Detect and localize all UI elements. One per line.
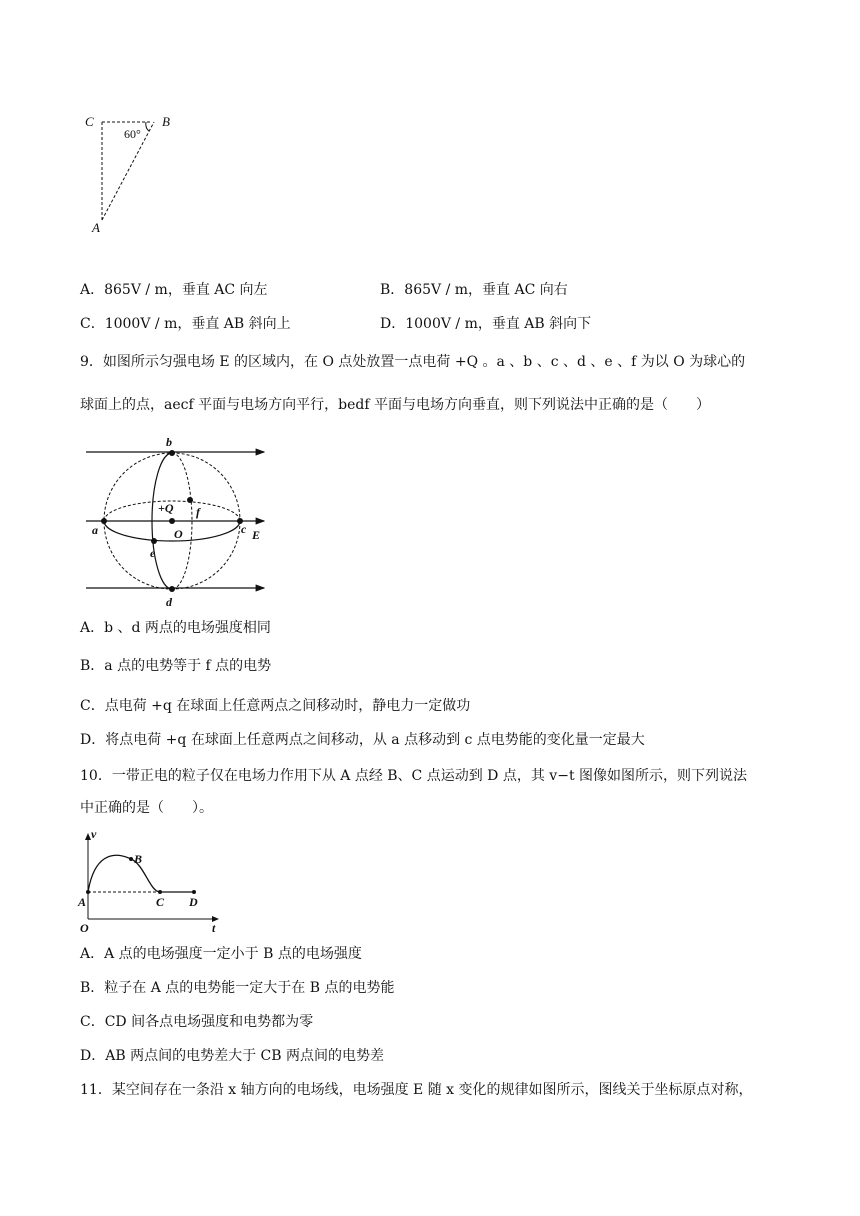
label-f: f [196,505,200,519]
label-angle: 60° [124,127,141,141]
label-a: A [92,220,100,235]
point-a [101,518,107,524]
label-a: a [92,523,98,537]
q9-option-b: B．a 点的电势等于 f 点的电势 [80,658,272,674]
q9-option-d: D．将点电荷 +q 在球面上任意两点之间移动，从 a 点移动到 c 点电势能的变化量一定最大 [80,732,645,748]
q10-option-a: A．A 点的电场强度一定小于 B 点的电场强度 [80,946,362,962]
point-b [129,857,133,861]
label-b: B [162,114,170,129]
q8-option-c: C．1000V / m，垂直 AB 斜向上 [80,316,291,332]
point-c [158,890,162,894]
q10-stem-line1: 10．一带正电的粒子仅在电场力作用下从 A 点经 B、C 点运动到 D 点，其 v−t 图像如图所示，则下列说法 [80,768,748,784]
label-a: A [78,895,87,909]
q9-stem-line2: 球面上的点，aecf 平面与电场方向平行，bedf 平面与电场方向垂直，则下列说法中正确的是（ ） [80,397,710,413]
q10-option-c: C．CD 间各点电场强度和电势都为零 [80,1014,314,1030]
q9-option-c: C．点电荷 +q 在球面上任意两点之间移动时，静电力一定做功 [80,698,471,714]
q9-stem-line1: 9．如图所示匀强电场 E 的区域内，在 O 点处放置一点电荷 +Q 。a 、b 、c 、d 、e 、f 为以 O 为球心的 [80,354,746,370]
label-e: e [150,546,156,560]
q8-option-b: B．865V / m，垂直 AC 向右 [380,282,568,298]
label-o: O [80,921,89,935]
q10-option-d: D．AB 两点间的电势差大于 CB 两点间的电势差 [80,1048,384,1064]
label-c: c [241,522,247,536]
label-d: D [189,895,198,909]
q10-vt-graph [76,828,226,936]
q8-option-a: A．865V / m，垂直 AC 向左 [80,282,268,298]
label-v: v [91,828,97,841]
label-q: +Q [158,501,174,515]
label-b: b [166,436,172,449]
label-t: t [212,921,216,935]
q8-option-d: D．1000V / m，垂直 AB 斜向下 [380,316,592,332]
point-f [187,497,193,503]
label-e-field: E [252,528,261,542]
label-c: C [85,114,94,129]
q8-triangle-figure [80,108,190,238]
q9-option-a: A．b 、d 两点的电场强度相同 [80,620,271,636]
q10-stem-line2: 中正确的是（ ）。 [80,800,213,816]
angle-arc [146,122,149,131]
point-e [151,538,157,544]
label-d: d [166,595,172,609]
point-d [192,890,196,894]
q10-option-b: B．粒子在 A 点的电势能一定大于在 B 点的电势能 [80,980,395,996]
q11-stem-line1: 11．某空间存在一条沿 x 轴方向的电场线，电场强度 E 随 x 变化的规律如图所示，图线关于坐标原点对称， [80,1082,753,1098]
point-d [169,586,175,592]
label-c: C [156,895,165,909]
q9-sphere-figure [80,436,280,614]
point-o [169,518,175,524]
label-b: B [134,852,143,866]
point-b [169,450,175,456]
label-o: O [174,527,183,541]
point-a [86,890,90,894]
